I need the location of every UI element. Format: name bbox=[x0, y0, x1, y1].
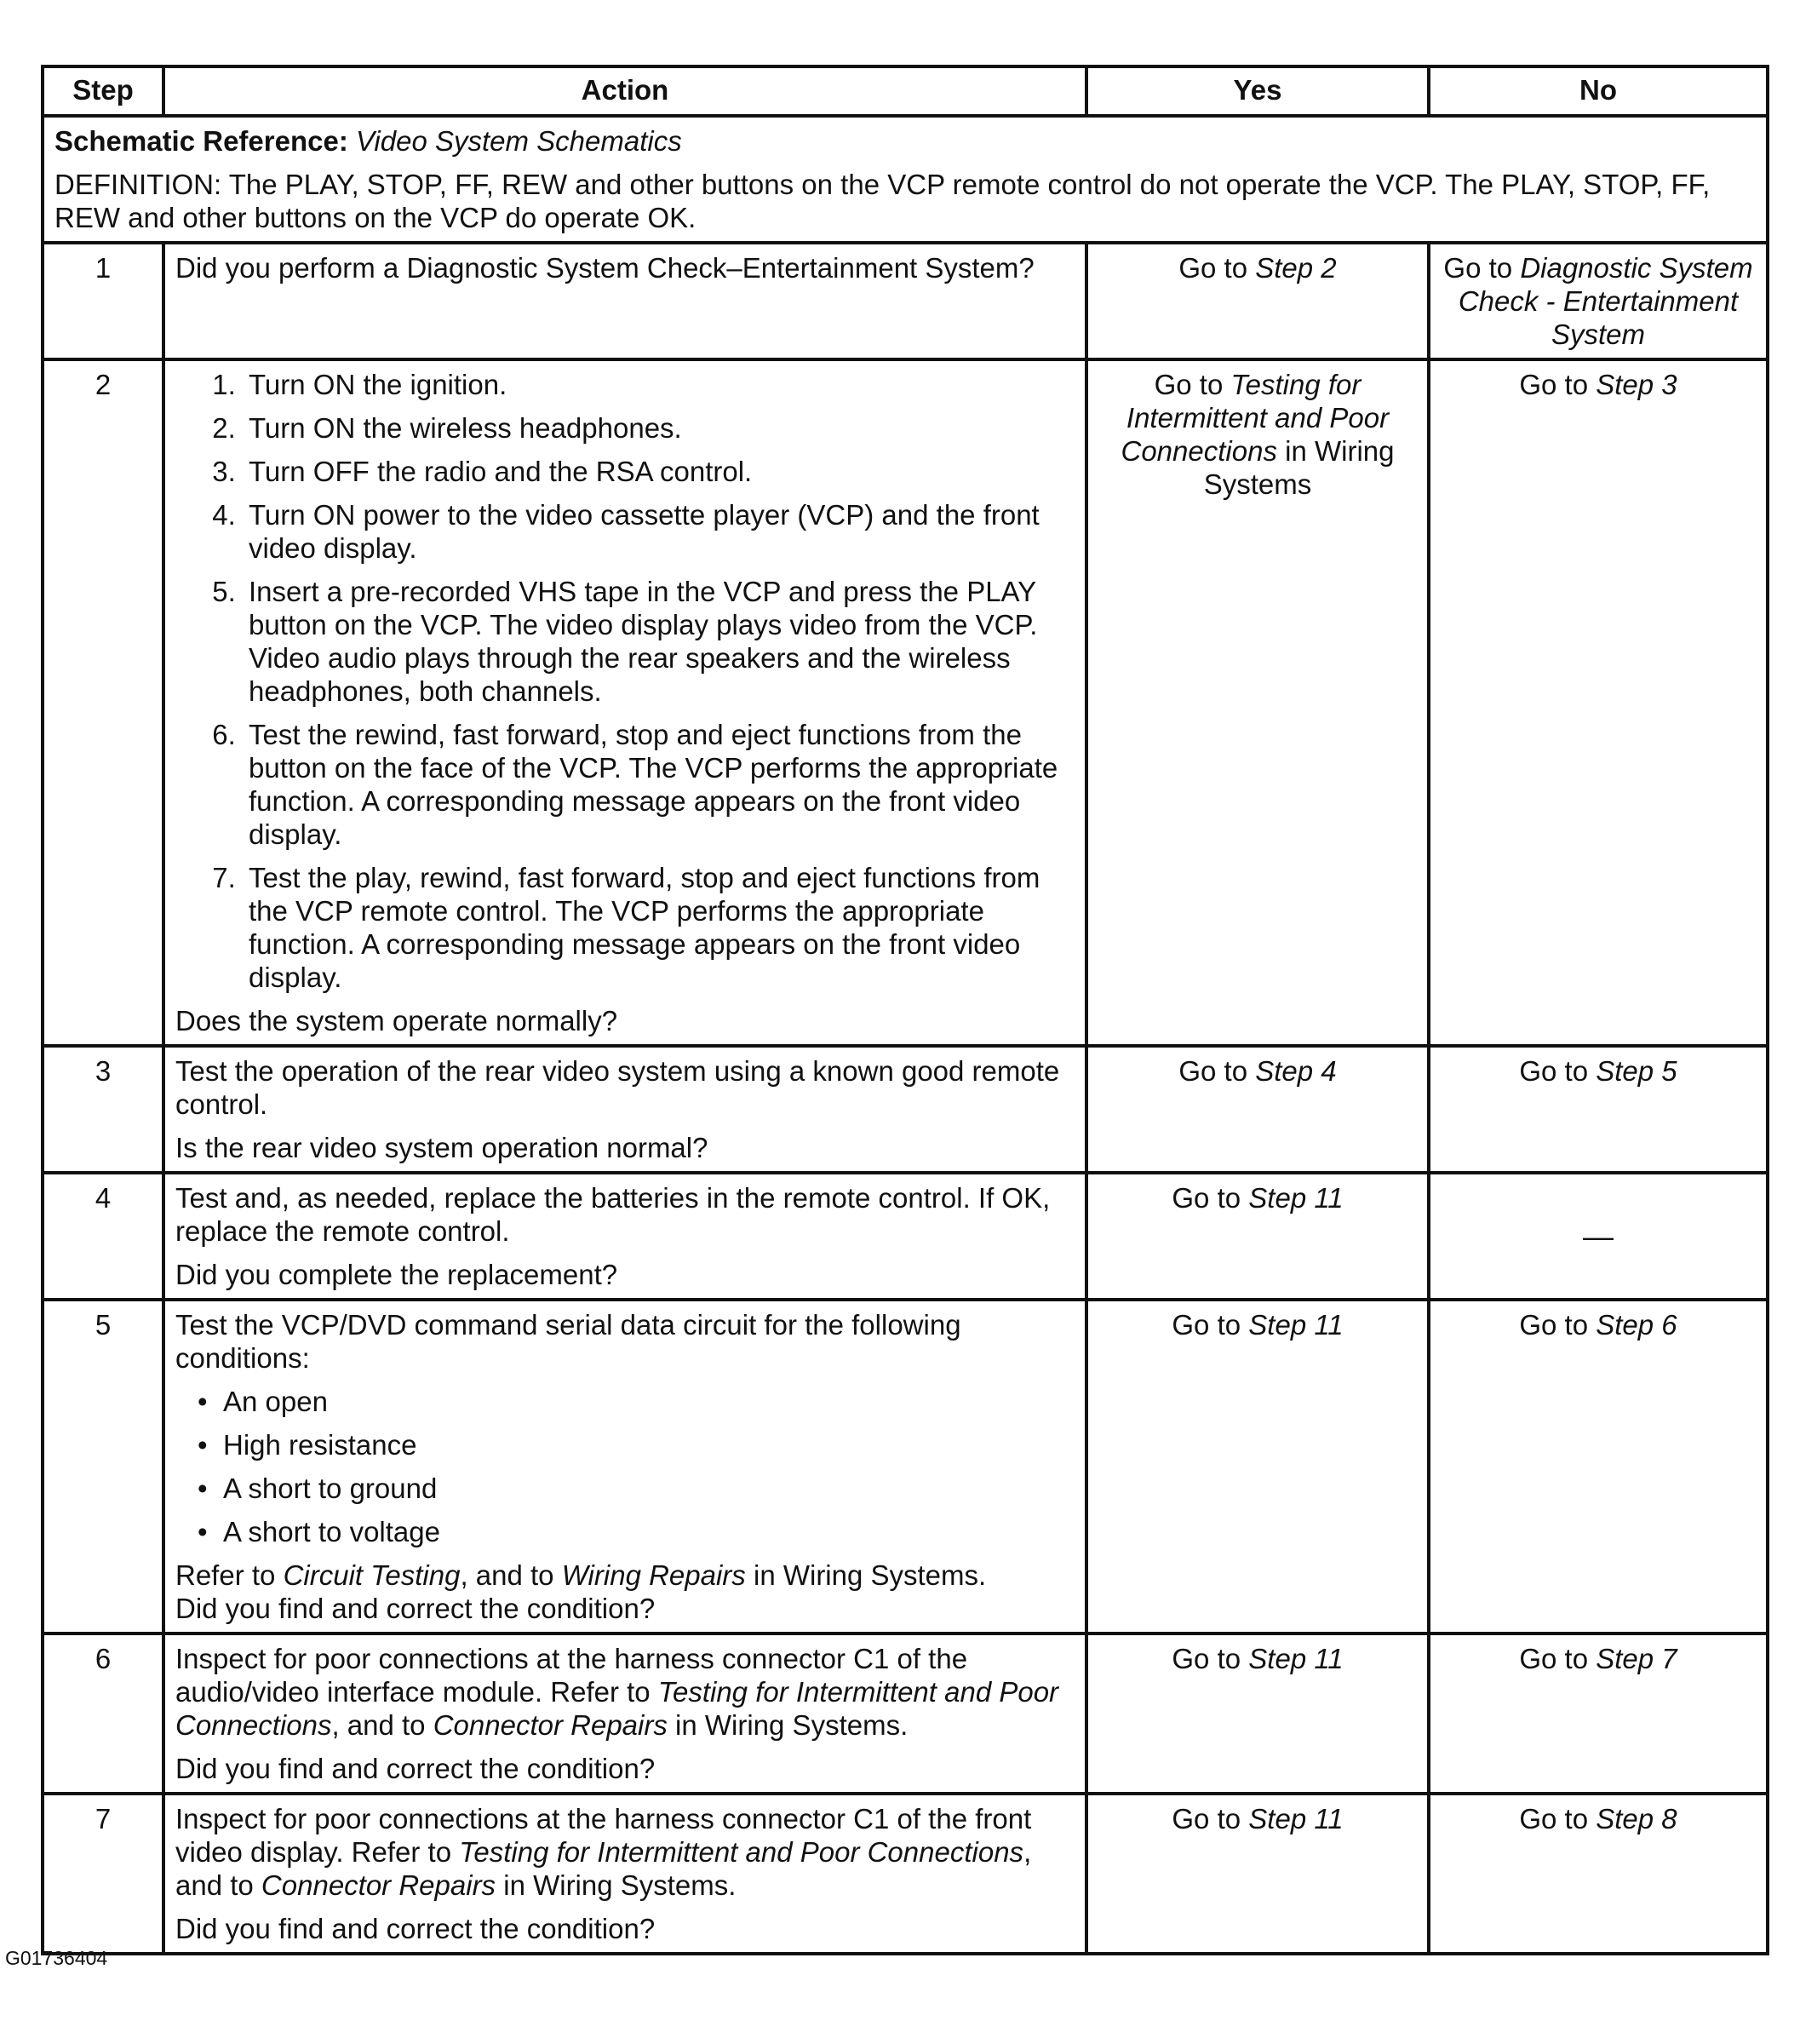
yes-prefix: Go to bbox=[1178, 252, 1256, 284]
refer-text bbox=[175, 1559, 1075, 1592]
no-link[interactable]: Step 8 bbox=[1596, 1803, 1677, 1834]
connector-repairs-link[interactable]: Connector Repairs bbox=[261, 1869, 496, 1901]
procedure-item: 1. Turn ON the ignition. bbox=[244, 368, 1075, 401]
schematic-label: Schematic Reference: bbox=[54, 125, 348, 157]
table-row bbox=[43, 1173, 1768, 1300]
list-item: • High resistance bbox=[198, 1429, 417, 1461]
step-question: Does the system operate normally? bbox=[175, 1005, 618, 1036]
yes-result bbox=[1086, 1794, 1429, 1954]
yes-result bbox=[1086, 359, 1429, 1046]
action-text-c: , and to bbox=[175, 1836, 1032, 1901]
step-action bbox=[163, 1633, 1086, 1794]
yes-result bbox=[1086, 1046, 1429, 1173]
yes-link[interactable]: Step 11 bbox=[1248, 1182, 1344, 1214]
circuit-testing-link[interactable]: Circuit Testing bbox=[283, 1559, 461, 1591]
no-link[interactable]: Step 7 bbox=[1596, 1643, 1677, 1674]
step-question: Did you complete the replacement? bbox=[175, 1259, 618, 1290]
yes-result bbox=[1086, 243, 1429, 359]
yes-link[interactable]: Step 4 bbox=[1255, 1055, 1337, 1087]
action-text-e: in Wiring Systems. bbox=[496, 1869, 737, 1901]
figure-code: G01736404 bbox=[5, 1947, 108, 1969]
connector-repairs-link[interactable]: Connector Repairs bbox=[433, 1709, 668, 1741]
yes-result bbox=[1086, 1173, 1429, 1300]
yes-link[interactable]: Step 11 bbox=[1248, 1803, 1344, 1834]
yes-prefix: Go to bbox=[1172, 1643, 1249, 1674]
step-action-text bbox=[175, 1642, 1075, 1742]
no-prefix: Go to bbox=[1519, 1803, 1596, 1834]
no-link[interactable]: Step 6 bbox=[1596, 1309, 1677, 1341]
refer-prefix: Refer to bbox=[175, 1559, 284, 1591]
yes-prefix: Go to bbox=[1172, 1309, 1249, 1341]
no-link[interactable]: Diagnostic System Check - Entertainment System bbox=[1458, 252, 1753, 350]
intermittent-connections-link[interactable]: Testing for Intermittent and Poor Connections bbox=[175, 1676, 1059, 1741]
no-result bbox=[1429, 243, 1768, 359]
step-action bbox=[163, 1794, 1086, 1954]
action-text-a: Inspect for poor connections at the harness connector C1 of the audio/video interface module. Refer to bbox=[175, 1643, 968, 1708]
step-action bbox=[163, 1173, 1086, 1300]
step-question: Is the rear video system operation normal? bbox=[175, 1132, 708, 1163]
no-dash: — bbox=[1583, 1218, 1614, 1254]
no-prefix: Go to bbox=[1519, 1309, 1596, 1341]
no-prefix: Go to bbox=[1519, 1643, 1596, 1674]
diagnostic-table bbox=[41, 65, 1769, 1955]
schematic-link[interactable]: Video System Schematics bbox=[356, 125, 682, 157]
wiring-repairs-link[interactable]: Wiring Repairs bbox=[561, 1559, 746, 1591]
step-question: Did you find and correct the condition? bbox=[175, 1753, 656, 1784]
header-action: Action bbox=[163, 66, 1086, 116]
schematic-reference bbox=[54, 124, 1756, 158]
action-text-a: Inspect for poor connections at the harness connector C1 of the front video display. Refer to bbox=[175, 1803, 1032, 1868]
no-link[interactable]: Step 3 bbox=[1596, 369, 1677, 400]
no-result bbox=[1429, 1300, 1768, 1633]
action-text-c: , and to bbox=[331, 1709, 433, 1741]
yes-result bbox=[1086, 1633, 1429, 1794]
procedure-item: 3. Turn OFF the radio and the RSA control. bbox=[244, 455, 1075, 488]
condition-text: High resistance bbox=[223, 1429, 417, 1461]
no-result bbox=[1429, 1794, 1768, 1954]
header-step: Step bbox=[43, 66, 163, 116]
refer-joiner: , and to bbox=[460, 1559, 562, 1591]
list-item: • An open bbox=[198, 1386, 328, 1417]
yes-link[interactable]: Step 11 bbox=[1248, 1309, 1344, 1341]
no-result bbox=[1429, 1173, 1768, 1300]
table-row bbox=[43, 1300, 1768, 1633]
step-action bbox=[163, 1046, 1086, 1173]
step-action bbox=[163, 1300, 1086, 1633]
header-yes: Yes bbox=[1086, 66, 1429, 116]
table-row bbox=[43, 1046, 1768, 1173]
yes-prefix: Go to bbox=[1172, 1182, 1249, 1214]
procedure-item: 6. Test the rewind, fast forward, stop and eject functions from the button on the face of the VCP. The VCP performs the appropriate function. A corresponding message appears on the front video display. bbox=[244, 718, 1075, 851]
step-action-text: Test the VCP/DVD command serial data circuit for the following conditions: bbox=[175, 1309, 961, 1374]
yes-link[interactable]: Step 2 bbox=[1255, 252, 1337, 284]
no-result bbox=[1429, 1046, 1768, 1173]
procedure-item: 2. Turn ON the wireless headphones. bbox=[244, 411, 1075, 445]
no-result bbox=[1429, 359, 1768, 1046]
table-row bbox=[43, 359, 1768, 1046]
condition-list bbox=[175, 1385, 1075, 1548]
no-prefix: Go to bbox=[1519, 369, 1596, 400]
header-row bbox=[43, 66, 1768, 116]
list-item: • A short to voltage bbox=[198, 1516, 440, 1547]
refer-suffix: in Wiring Systems. bbox=[745, 1559, 987, 1591]
reference-cell bbox=[43, 116, 1768, 243]
header-no: No bbox=[1429, 66, 1768, 116]
step-question: Did you perform a Diagnostic System Check–Entertainment System? bbox=[175, 252, 1035, 284]
condition-text: A short to ground bbox=[223, 1473, 438, 1504]
definition-text: DEFINITION: The PLAY, STOP, FF, REW and other buttons on the VCP remote control do not operate the VCP. The PLAY, STOP, FF, REW and other buttons on the VCP do operate OK. bbox=[54, 169, 1711, 233]
step-number: 5 bbox=[43, 1300, 163, 1633]
condition-text: An open bbox=[223, 1386, 328, 1417]
procedure-item: 4. Turn ON power to the video cassette player (VCP) and the front video display. bbox=[244, 498, 1075, 565]
step-question: Did you find and correct the condition? bbox=[175, 1593, 656, 1624]
table-row bbox=[43, 1633, 1768, 1794]
yes-link[interactable]: Testing for Intermittent and Poor Connections bbox=[1121, 369, 1390, 467]
yes-result bbox=[1086, 1300, 1429, 1633]
step-action-text: Test and, as needed, replace the batteries in the remote control. If OK, replace the remote control. bbox=[175, 1182, 1051, 1247]
no-result bbox=[1429, 1633, 1768, 1794]
yes-link[interactable]: Step 11 bbox=[1248, 1643, 1344, 1674]
table-row bbox=[43, 243, 1768, 359]
step-number: 7 bbox=[43, 1794, 163, 1954]
yes-prefix: Go to bbox=[1172, 1803, 1249, 1834]
step-question: Did you find and correct the condition? bbox=[175, 1913, 656, 1944]
yes-prefix: Go to bbox=[1154, 369, 1231, 400]
table-row bbox=[43, 1794, 1768, 1954]
yes-prefix: Go to bbox=[1178, 1055, 1256, 1087]
condition-text: A short to voltage bbox=[223, 1516, 440, 1547]
procedure-item: 7. Test the play, rewind, fast forward, stop and eject functions from the VCP remote control. The VCP performs the appropriate function. A corresponding message appears on the front video display. bbox=[244, 861, 1075, 994]
step-number: 2 bbox=[43, 359, 163, 1046]
no-prefix: Go to bbox=[1519, 1055, 1596, 1087]
intermittent-connections-link[interactable]: Testing for Intermittent and Poor Connections bbox=[459, 1836, 1024, 1868]
list-item: • A short to ground bbox=[198, 1473, 438, 1504]
no-link[interactable]: Step 5 bbox=[1596, 1055, 1677, 1087]
step-number: 3 bbox=[43, 1046, 163, 1173]
step-number: 4 bbox=[43, 1173, 163, 1300]
reference-row bbox=[43, 116, 1768, 243]
no-prefix: Go to bbox=[1443, 252, 1521, 284]
procedure-item: 5. Insert a pre-recorded VHS tape in the VCP and press the PLAY button on the VCP. The video display plays video from the VCP. Video audio plays through the rear speakers and the wireless headphones, both channels. bbox=[244, 575, 1075, 708]
yes-suffix: in Wiring Systems bbox=[1203, 435, 1395, 500]
step-action bbox=[163, 359, 1086, 1046]
step-action-text bbox=[175, 1802, 1075, 1902]
step-action-text: Test the operation of the rear video system using a known good remote control. bbox=[175, 1055, 1060, 1120]
procedure-list bbox=[175, 368, 1075, 994]
diagnostic-document bbox=[41, 65, 1766, 1955]
step-number: 1 bbox=[43, 243, 163, 359]
step-number: 6 bbox=[43, 1633, 163, 1794]
action-text-e: in Wiring Systems. bbox=[667, 1709, 909, 1741]
step-action bbox=[163, 243, 1086, 359]
